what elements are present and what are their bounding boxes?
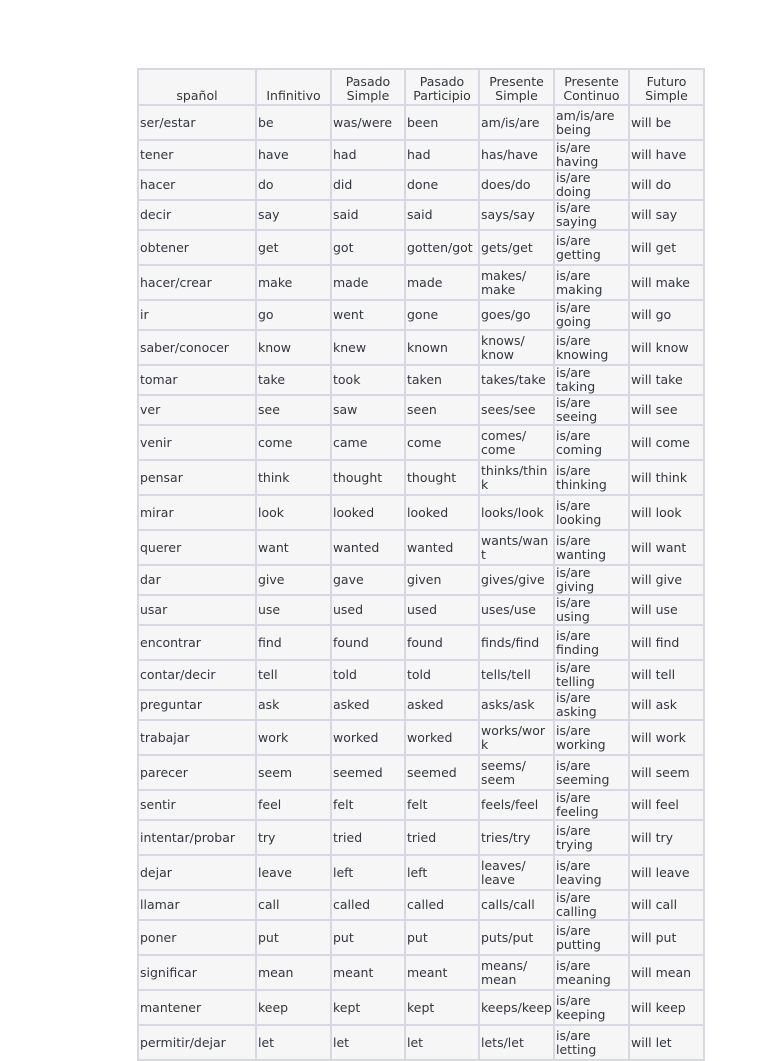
cell-present-continuous: am/is/are being [554, 105, 629, 140]
cell-infinitive: use [256, 595, 331, 625]
cell-past-simple: felt [331, 790, 405, 820]
cell-present-continuous: is/are giving [554, 565, 629, 595]
cell-infinitive: feel [256, 790, 331, 820]
cell-past-participle: had [405, 140, 479, 170]
table-row [138, 230, 704, 265]
cell-infinitive: say [256, 200, 331, 230]
table-row [138, 565, 704, 595]
table-row [138, 755, 704, 790]
cell-present-continuous: is/are putting [554, 920, 629, 955]
cell-infinitive: know [256, 330, 331, 365]
cell-present-continuous: is/are saying [554, 200, 629, 230]
cell-present-continuous: is/are wanting [554, 530, 629, 565]
cell-past-simple: did [331, 170, 405, 200]
cell-spanish: ver [138, 395, 256, 425]
cell-present-simple: gets/get [479, 230, 554, 265]
cell-present-continuous: is/are going [554, 300, 629, 330]
table-row [138, 595, 704, 625]
cell-future-simple: will go [629, 300, 704, 330]
table-row [138, 690, 704, 720]
header-future-simple: Futuro Simple [629, 69, 704, 105]
cell-past-simple: used [331, 595, 405, 625]
cell-past-participle: asked [405, 690, 479, 720]
table-row [138, 425, 704, 460]
cell-spanish: parecer [138, 755, 256, 790]
cell-past-simple: wanted [331, 530, 405, 565]
cell-infinitive: leave [256, 855, 331, 890]
cell-future-simple: will think [629, 460, 704, 495]
cell-future-simple: will be [629, 105, 704, 140]
table-row [138, 790, 704, 820]
cell-spanish: decir [138, 200, 256, 230]
cell-future-simple: will call [629, 890, 704, 920]
cell-past-simple: went [331, 300, 405, 330]
cell-past-participle: worked [405, 720, 479, 755]
cell-spanish: trabajar [138, 720, 256, 755]
cell-future-simple: will want [629, 530, 704, 565]
cell-spanish: mantener [138, 990, 256, 1025]
cell-infinitive: see [256, 395, 331, 425]
cell-present-continuous: is/are seeming [554, 755, 629, 790]
cell-past-simple: found [331, 625, 405, 660]
cell-past-simple: looked [331, 495, 405, 530]
cell-future-simple: will try [629, 820, 704, 855]
table-row [138, 170, 704, 200]
header-present-simple: Presente Simple [479, 69, 554, 105]
verb-rows [138, 105, 704, 1060]
cell-past-simple: kept [331, 990, 405, 1025]
cell-present-continuous: is/are feeling [554, 790, 629, 820]
cell-present-continuous: is/are seeing [554, 395, 629, 425]
cell-past-simple: seemed [331, 755, 405, 790]
cell-present-continuous: is/are finding [554, 625, 629, 660]
cell-spanish: hacer/crear [138, 265, 256, 300]
cell-past-simple: was/were [331, 105, 405, 140]
cell-future-simple: will say [629, 200, 704, 230]
cell-infinitive: mean [256, 955, 331, 990]
table-row [138, 955, 704, 990]
cell-present-continuous: is/are coming [554, 425, 629, 460]
cell-past-simple: told [331, 660, 405, 690]
cell-past-simple: said [331, 200, 405, 230]
cell-past-participle: called [405, 890, 479, 920]
cell-past-simple: called [331, 890, 405, 920]
cell-present-continuous: is/are thinking [554, 460, 629, 495]
cell-present-continuous: is/are doing [554, 170, 629, 200]
cell-infinitive: give [256, 565, 331, 595]
cell-spanish: tomar [138, 365, 256, 395]
cell-present-simple: tries/try [479, 820, 554, 855]
cell-past-participle: taken [405, 365, 479, 395]
cell-past-participle: given [405, 565, 479, 595]
cell-past-simple: made [331, 265, 405, 300]
cell-past-participle: been [405, 105, 479, 140]
header-infinitive: Infinitivo [256, 69, 331, 105]
cell-past-simple: left [331, 855, 405, 890]
cell-present-simple: calls/call [479, 890, 554, 920]
cell-future-simple: will ask [629, 690, 704, 720]
cell-past-simple: knew [331, 330, 405, 365]
cell-present-continuous: is/are knowing [554, 330, 629, 365]
cell-past-participle: looked [405, 495, 479, 530]
cell-present-continuous: is/are looking [554, 495, 629, 530]
cell-present-continuous: is/are calling [554, 890, 629, 920]
cell-future-simple: will come [629, 425, 704, 460]
cell-present-continuous: is/are letting [554, 1025, 629, 1060]
cell-past-participle: known [405, 330, 479, 365]
cell-spanish: querer [138, 530, 256, 565]
cell-future-simple: will get [629, 230, 704, 265]
cell-infinitive: think [256, 460, 331, 495]
cell-past-participle: kept [405, 990, 479, 1025]
cell-present-simple: has/have [479, 140, 554, 170]
table-row [138, 140, 704, 170]
table-row [138, 530, 704, 565]
cell-infinitive: work [256, 720, 331, 755]
cell-present-simple: feels/feel [479, 790, 554, 820]
cell-present-continuous: is/are telling [554, 660, 629, 690]
cell-present-continuous: is/are meaning [554, 955, 629, 990]
cell-past-participle: put [405, 920, 479, 955]
cell-spanish: usar [138, 595, 256, 625]
cell-present-continuous: is/are leaving [554, 855, 629, 890]
cell-past-simple: took [331, 365, 405, 395]
cell-future-simple: will look [629, 495, 704, 530]
cell-future-simple: will tell [629, 660, 704, 690]
cell-past-simple: thought [331, 460, 405, 495]
cell-present-simple: looks/look [479, 495, 554, 530]
cell-past-simple: meant [331, 955, 405, 990]
cell-infinitive: come [256, 425, 331, 460]
cell-past-participle: done [405, 170, 479, 200]
cell-present-simple: lets/let [479, 1025, 554, 1060]
cell-present-simple: goes/go [479, 300, 554, 330]
cell-spanish: mirar [138, 495, 256, 530]
cell-present-simple: says/say [479, 200, 554, 230]
cell-infinitive: keep [256, 990, 331, 1025]
cell-spanish: venir [138, 425, 256, 460]
cell-present-continuous: is/are making [554, 265, 629, 300]
cell-infinitive: call [256, 890, 331, 920]
cell-present-simple: uses/use [479, 595, 554, 625]
cell-infinitive: make [256, 265, 331, 300]
cell-past-participle: tried [405, 820, 479, 855]
cell-past-simple: saw [331, 395, 405, 425]
cell-present-simple: means/ mean [479, 955, 554, 990]
cell-past-simple: put [331, 920, 405, 955]
cell-spanish: hacer [138, 170, 256, 200]
cell-present-simple: sees/see [479, 395, 554, 425]
cell-infinitive: find [256, 625, 331, 660]
cell-present-simple: seems/ seem [479, 755, 554, 790]
cell-spanish: permitir/dejar [138, 1025, 256, 1060]
cell-present-simple: makes/ make [479, 265, 554, 300]
cell-future-simple: will see [629, 395, 704, 425]
cell-present-simple: finds/find [479, 625, 554, 660]
table-row [138, 395, 704, 425]
cell-future-simple: will know [629, 330, 704, 365]
cell-spanish: ir [138, 300, 256, 330]
cell-infinitive: look [256, 495, 331, 530]
cell-infinitive: ask [256, 690, 331, 720]
cell-present-continuous: is/are keeping [554, 990, 629, 1025]
cell-infinitive: take [256, 365, 331, 395]
cell-infinitive: let [256, 1025, 331, 1060]
cell-past-participle: thought [405, 460, 479, 495]
cell-present-continuous: is/are asking [554, 690, 629, 720]
cell-future-simple: will give [629, 565, 704, 595]
cell-past-simple: gave [331, 565, 405, 595]
cell-spanish: intentar/probar [138, 820, 256, 855]
cell-future-simple: will put [629, 920, 704, 955]
cell-infinitive: tell [256, 660, 331, 690]
cell-present-simple: wants/want [479, 530, 554, 565]
cell-infinitive: be [256, 105, 331, 140]
cell-present-simple: takes/take [479, 365, 554, 395]
cell-past-simple: let [331, 1025, 405, 1060]
cell-present-continuous: is/are getting [554, 230, 629, 265]
table-row [138, 365, 704, 395]
cell-future-simple: will find [629, 625, 704, 660]
cell-past-simple: got [331, 230, 405, 265]
cell-past-participle: seemed [405, 755, 479, 790]
cell-future-simple: will keep [629, 990, 704, 1025]
cell-infinitive: go [256, 300, 331, 330]
cell-spanish: obtener [138, 230, 256, 265]
cell-spanish: ser/estar [138, 105, 256, 140]
cell-future-simple: will mean [629, 955, 704, 990]
table-row [138, 105, 704, 140]
cell-infinitive: put [256, 920, 331, 955]
cell-spanish: encontrar [138, 625, 256, 660]
cell-spanish: contar/decir [138, 660, 256, 690]
cell-past-participle: come [405, 425, 479, 460]
table-row [138, 460, 704, 495]
cell-present-continuous: is/are trying [554, 820, 629, 855]
cell-past-simple: tried [331, 820, 405, 855]
table-row [138, 200, 704, 230]
cell-spanish: saber/conocer [138, 330, 256, 365]
table-row [138, 920, 704, 955]
table-row [138, 300, 704, 330]
table-row [138, 855, 704, 890]
cell-infinitive: have [256, 140, 331, 170]
table-row [138, 265, 704, 300]
cell-past-participle: left [405, 855, 479, 890]
cell-future-simple: will take [629, 365, 704, 395]
cell-past-participle: let [405, 1025, 479, 1060]
table-row [138, 890, 704, 920]
cell-future-simple: will let [629, 1025, 704, 1060]
cell-infinitive: do [256, 170, 331, 200]
cell-future-simple: will use [629, 595, 704, 625]
cell-present-continuous: is/are having [554, 140, 629, 170]
cell-past-participle: found [405, 625, 479, 660]
cell-infinitive: want [256, 530, 331, 565]
cell-past-participle: seen [405, 395, 479, 425]
header-past-participle: Pasado Participio [405, 69, 479, 105]
cell-spanish: poner [138, 920, 256, 955]
table-row [138, 990, 704, 1025]
cell-present-simple: gives/give [479, 565, 554, 595]
header-past-simple: Pasado Simple [331, 69, 405, 105]
header-present-continuous: Presente Continuo [554, 69, 629, 105]
cell-spanish: significar [138, 955, 256, 990]
cell-future-simple: will make [629, 265, 704, 300]
cell-past-participle: said [405, 200, 479, 230]
cell-present-continuous: is/are taking [554, 365, 629, 395]
cell-past-simple: came [331, 425, 405, 460]
table-row [138, 495, 704, 530]
cell-future-simple: will have [629, 140, 704, 170]
cell-past-participle: gone [405, 300, 479, 330]
cell-present-simple: knows/ know [479, 330, 554, 365]
cell-past-participle: meant [405, 955, 479, 990]
cell-future-simple: will feel [629, 790, 704, 820]
cell-spanish: preguntar [138, 690, 256, 720]
cell-present-simple: keeps/keep [479, 990, 554, 1025]
cell-spanish: dar [138, 565, 256, 595]
header-row [138, 69, 704, 105]
cell-future-simple: will seem [629, 755, 704, 790]
cell-present-simple: comes/ come [479, 425, 554, 460]
table-row [138, 625, 704, 660]
verb-conjugation-table [137, 68, 705, 1061]
header-spanish: spañol [138, 69, 256, 105]
cell-past-participle: gotten/got [405, 230, 479, 265]
cell-future-simple: will work [629, 720, 704, 755]
cell-present-simple: asks/ask [479, 690, 554, 720]
table-row [138, 1025, 704, 1060]
cell-present-simple: thinks/think [479, 460, 554, 495]
cell-past-participle: told [405, 660, 479, 690]
cell-infinitive: get [256, 230, 331, 265]
cell-infinitive: try [256, 820, 331, 855]
table-row [138, 820, 704, 855]
cell-past-simple: asked [331, 690, 405, 720]
cell-past-participle: used [405, 595, 479, 625]
cell-present-simple: puts/put [479, 920, 554, 955]
table-row [138, 720, 704, 755]
cell-future-simple: will leave [629, 855, 704, 890]
cell-present-simple: tells/tell [479, 660, 554, 690]
cell-spanish: dejar [138, 855, 256, 890]
cell-past-simple: had [331, 140, 405, 170]
cell-present-simple: leaves/ leave [479, 855, 554, 890]
cell-past-participle: felt [405, 790, 479, 820]
cell-spanish: llamar [138, 890, 256, 920]
cell-present-simple: works/work [479, 720, 554, 755]
table-row [138, 330, 704, 365]
cell-infinitive: seem [256, 755, 331, 790]
table-row [138, 660, 704, 690]
cell-present-continuous: is/are working [554, 720, 629, 755]
cell-present-simple: does/do [479, 170, 554, 200]
cell-past-participle: made [405, 265, 479, 300]
cell-spanish: tener [138, 140, 256, 170]
cell-spanish: pensar [138, 460, 256, 495]
cell-future-simple: will do [629, 170, 704, 200]
cell-past-participle: wanted [405, 530, 479, 565]
cell-spanish: sentir [138, 790, 256, 820]
cell-past-simple: worked [331, 720, 405, 755]
cell-present-simple: am/is/are [479, 105, 554, 140]
cell-present-continuous: is/are using [554, 595, 629, 625]
